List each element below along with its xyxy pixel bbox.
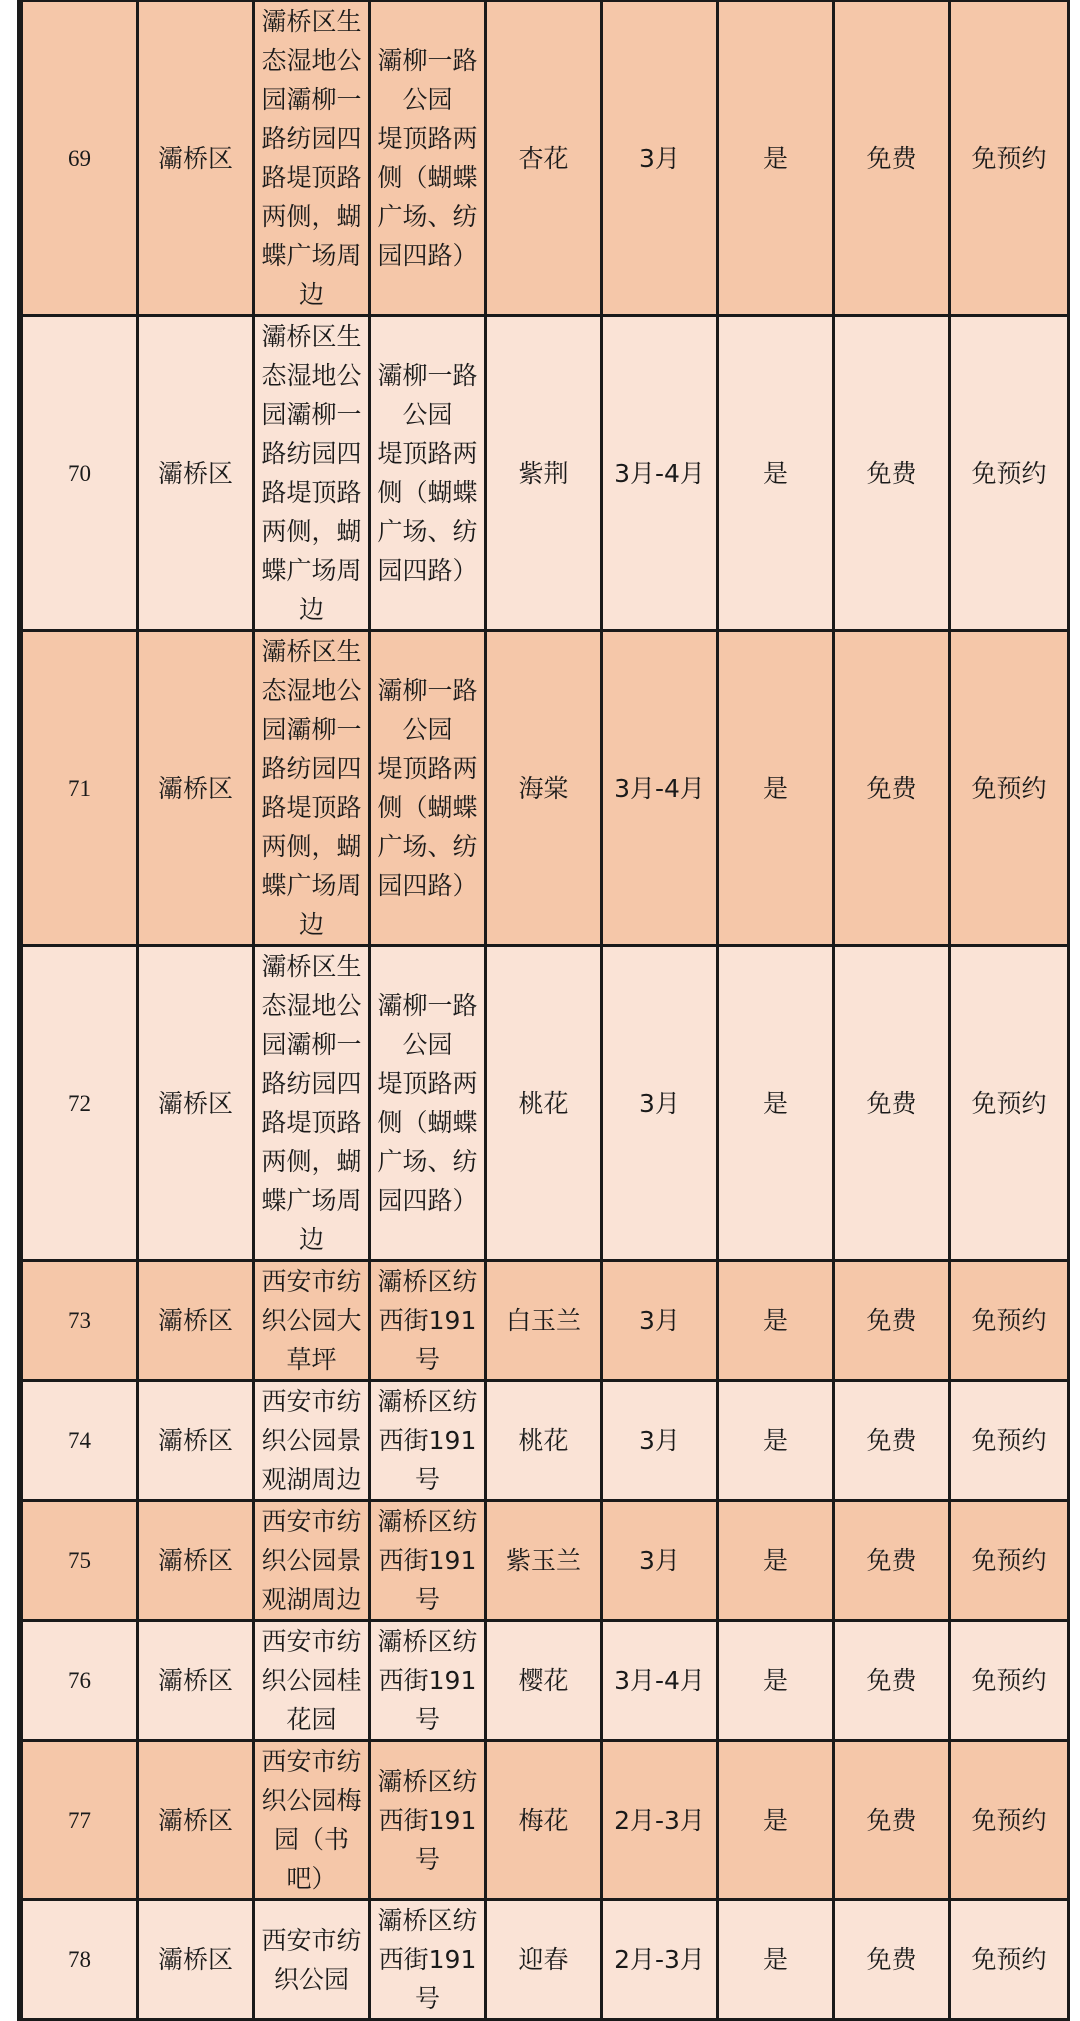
period-cell: 3月-4月 — [602, 1621, 718, 1741]
flower-spots-table-container — [17, 0, 1068, 2021]
flower-cell: 白玉兰 — [486, 1261, 602, 1381]
open-cell: 是 — [718, 316, 834, 631]
address-cell — [370, 946, 486, 1261]
spot-cell — [254, 1900, 370, 2020]
fee-cell: 免费 — [834, 1621, 950, 1741]
address-text: 灞桥区纺 西街191 号 — [377, 1267, 478, 1374]
booking-cell: 免预约 — [950, 316, 1069, 631]
open-cell: 是 — [718, 1501, 834, 1621]
period-cell: 3月 — [602, 1381, 718, 1501]
address-text: 灞柳一路 公园 堤顶路两 侧（蝴蝶 广场、纺 园四路） — [377, 676, 478, 900]
flower-cell: 海棠 — [486, 631, 602, 946]
spot-cell — [254, 1, 370, 316]
district-cell: 灞桥区 — [138, 1261, 254, 1381]
address-text: 灞桥区纺 西街191 号 — [377, 1507, 478, 1614]
spot-cell — [254, 631, 370, 946]
table-row — [22, 316, 1069, 631]
table-row — [22, 1741, 1069, 1900]
address-text: 灞柳一路 公园 堤顶路两 侧（蝴蝶 广场、纺 园四路） — [377, 991, 478, 1215]
district-cell: 灞桥区 — [138, 1381, 254, 1501]
row-number: 70 — [22, 316, 138, 631]
fee-cell: 免费 — [834, 1501, 950, 1621]
address-cell — [370, 1621, 486, 1741]
address-text: 灞桥区纺 西街191 号 — [377, 1906, 478, 2013]
table-row — [22, 1501, 1069, 1621]
spot-text: 西安市纺 织公园 — [261, 1925, 362, 1994]
address-cell — [370, 1261, 486, 1381]
district-cell: 灞桥区 — [138, 1900, 254, 2020]
address-cell — [370, 1900, 486, 2020]
spot-cell — [254, 1741, 370, 1900]
open-cell: 是 — [718, 946, 834, 1261]
spot-cell — [254, 1261, 370, 1381]
address-cell — [370, 1741, 486, 1900]
spot-text: 西安市纺 织公园梅 园（书 吧） — [261, 1747, 362, 1893]
row-number: 74 — [22, 1381, 138, 1501]
period-cell: 3月 — [602, 1261, 718, 1381]
flower-cell: 紫玉兰 — [486, 1501, 602, 1621]
address-cell — [370, 631, 486, 946]
period-cell: 3月 — [602, 946, 718, 1261]
district-cell: 灞桥区 — [138, 946, 254, 1261]
district-cell: 灞桥区 — [138, 631, 254, 946]
open-cell: 是 — [718, 1, 834, 316]
address-cell — [370, 316, 486, 631]
booking-cell: 免预约 — [950, 1900, 1069, 2020]
table-row — [22, 1621, 1069, 1741]
address-cell — [370, 1, 486, 316]
row-number: 72 — [22, 946, 138, 1261]
booking-cell: 免预约 — [950, 631, 1069, 946]
district-cell: 灞桥区 — [138, 1741, 254, 1900]
flower-cell: 樱花 — [486, 1621, 602, 1741]
spot-text: 西安市纺 织公园景 观湖周边 — [261, 1387, 362, 1494]
booking-cell: 免预约 — [950, 1741, 1069, 1900]
booking-cell: 免预约 — [950, 1, 1069, 316]
table-row — [22, 1900, 1069, 2020]
open-cell: 是 — [718, 1261, 834, 1381]
open-cell: 是 — [718, 1381, 834, 1501]
flower-spots-table — [20, 0, 1070, 2021]
spot-text: 灞桥区生 态湿地公 园灞柳一 路纺园四 路堤顶路 两侧，蝴 蝶广场周 边 — [261, 322, 362, 624]
booking-cell: 免预约 — [950, 1501, 1069, 1621]
booking-cell: 免预约 — [950, 1621, 1069, 1741]
flower-cell: 桃花 — [486, 1381, 602, 1501]
table-row — [22, 1381, 1069, 1501]
open-cell: 是 — [718, 1900, 834, 2020]
period-cell: 2月-3月 — [602, 1900, 718, 2020]
address-text: 灞桥区纺 西街191 号 — [377, 1627, 478, 1734]
address-text: 灞桥区纺 西街191 号 — [377, 1766, 478, 1874]
address-text: 灞柳一路 公园 堤顶路两 侧（蝴蝶 广场、纺 园四路） — [377, 46, 478, 270]
fee-cell: 免费 — [834, 631, 950, 946]
row-number: 77 — [22, 1741, 138, 1900]
row-number: 71 — [22, 631, 138, 946]
spot-cell — [254, 946, 370, 1261]
address-cell — [370, 1381, 486, 1501]
flower-cell: 梅花 — [486, 1741, 602, 1900]
spot-cell — [254, 1501, 370, 1621]
period-cell: 3月-4月 — [602, 631, 718, 946]
table-row — [22, 946, 1069, 1261]
spot-text: 灞桥区生 态湿地公 园灞柳一 路纺园四 路堤顶路 两侧，蝴 蝶广场周 边 — [261, 7, 362, 309]
fee-cell: 免费 — [834, 1900, 950, 2020]
period-cell: 3月 — [602, 1, 718, 316]
district-cell: 灞桥区 — [138, 1, 254, 316]
fee-cell: 免费 — [834, 946, 950, 1261]
booking-cell: 免预约 — [950, 1261, 1069, 1381]
district-cell: 灞桥区 — [138, 316, 254, 631]
row-number: 75 — [22, 1501, 138, 1621]
spot-text: 西安市纺 织公园景 观湖周边 — [261, 1507, 362, 1614]
flower-cell: 迎春 — [486, 1900, 602, 2020]
booking-cell: 免预约 — [950, 1381, 1069, 1501]
fee-cell: 免费 — [834, 1, 950, 316]
period-cell: 3月-4月 — [602, 316, 718, 631]
fee-cell: 免费 — [834, 1381, 950, 1501]
flower-cell: 紫荆 — [486, 316, 602, 631]
spot-text: 西安市纺 织公园桂 花园 — [261, 1627, 362, 1734]
spot-text: 灞桥区生 态湿地公 园灞柳一 路纺园四 路堤顶路 两侧，蝴 蝶广场周 边 — [261, 637, 362, 939]
spot-cell — [254, 1381, 370, 1501]
district-cell: 灞桥区 — [138, 1501, 254, 1621]
flower-cell: 杏花 — [486, 1, 602, 316]
address-text: 灞桥区纺 西街191 号 — [377, 1387, 478, 1494]
open-cell: 是 — [718, 1621, 834, 1741]
table-row — [22, 1261, 1069, 1381]
row-number: 78 — [22, 1900, 138, 2020]
spot-text: 西安市纺 织公园大 草坪 — [261, 1267, 362, 1374]
open-cell: 是 — [718, 631, 834, 946]
booking-cell: 免预约 — [950, 946, 1069, 1261]
address-cell — [370, 1501, 486, 1621]
fee-cell: 免费 — [834, 1741, 950, 1900]
spot-cell — [254, 1621, 370, 1741]
open-cell: 是 — [718, 1741, 834, 1900]
table-row — [22, 631, 1069, 946]
address-text: 灞柳一路 公园 堤顶路两 侧（蝴蝶 广场、纺 园四路） — [377, 361, 478, 585]
district-cell: 灞桥区 — [138, 1621, 254, 1741]
row-number: 76 — [22, 1621, 138, 1741]
row-number: 69 — [22, 1, 138, 316]
spot-cell — [254, 316, 370, 631]
fee-cell: 免费 — [834, 316, 950, 631]
spot-text: 灞桥区生 态湿地公 园灞柳一 路纺园四 路堤顶路 两侧，蝴 蝶广场周 边 — [261, 952, 362, 1254]
period-cell: 3月 — [602, 1501, 718, 1621]
table-row — [22, 1, 1069, 316]
period-cell: 2月-3月 — [602, 1741, 718, 1900]
row-number: 73 — [22, 1261, 138, 1381]
flower-cell: 桃花 — [486, 946, 602, 1261]
table-body — [22, 1, 1069, 2020]
fee-cell: 免费 — [834, 1261, 950, 1381]
